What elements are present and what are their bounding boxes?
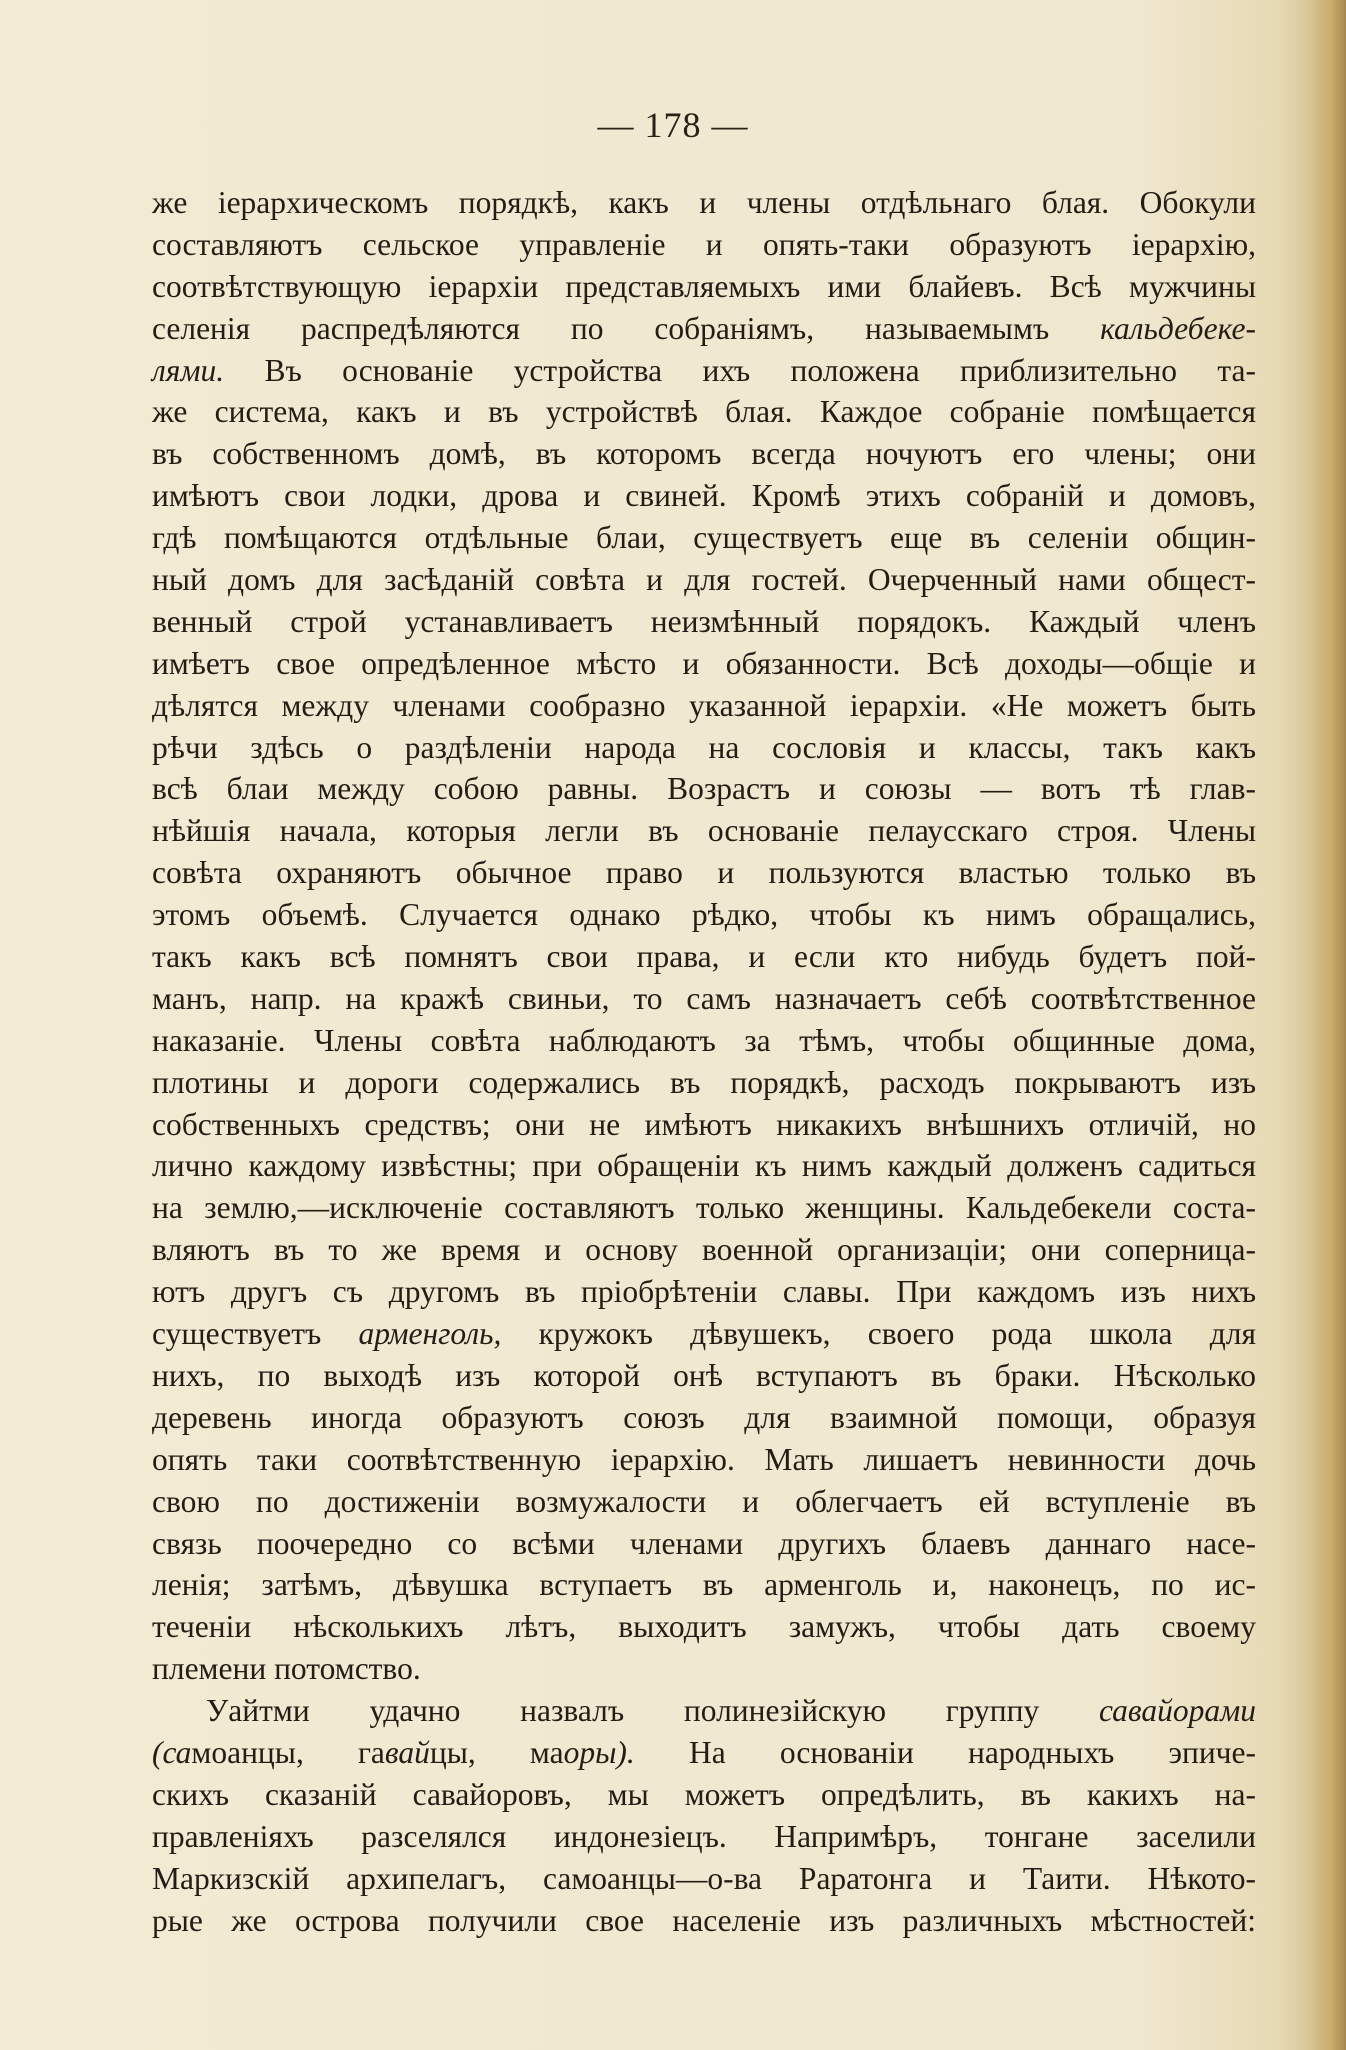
- text-line: [152, 768, 1256, 810]
- text-segment: въ собственномъ домѣ, въ которомъ всегда ночуютъ его члены; они: [152, 436, 1256, 472]
- text-segment: же іерархическомъ порядкѣ, какъ и члены отдѣльнаго блая. Обокули: [152, 185, 1256, 220]
- text-line: [152, 1229, 1256, 1271]
- text-line: [152, 1900, 1256, 1942]
- text-segment: на землю,—исключеніе составляютъ только женщины. Кальдебекели соста-: [152, 1190, 1256, 1226]
- text-line: [152, 266, 1256, 308]
- text-segment: совѣта охраняютъ обычное право и пользуются властью только въ: [152, 855, 1256, 891]
- text-segment: цы, ма: [429, 1734, 564, 1770]
- text-segment: Уайтми удачно назвалъ полинезійскую группу: [206, 1693, 1100, 1729]
- text-line: [152, 517, 1256, 559]
- text-line: [152, 810, 1256, 852]
- italic-term: савайорами: [1099, 1693, 1256, 1729]
- text-line: [152, 1439, 1256, 1481]
- text-segment: соотвѣтствующую іерархіи представляемыхъ ими блайевъ. Всѣ мужчины: [152, 268, 1256, 304]
- text-segment: плотины и дороги содержались въ порядкѣ, расходъ покрываютъ изъ: [152, 1064, 1256, 1100]
- text-line: [152, 1648, 1256, 1690]
- text-segment: такъ какъ всѣ помнятъ свои права, и если кто нибудь будетъ пой-: [152, 939, 1256, 975]
- text-segment: Въ основаніе устройства ихъ положена приблизительно та-: [224, 352, 1256, 388]
- text-segment: рѣчи здѣсь о раздѣленіи народа на сословія и классы, такъ какъ: [152, 729, 1256, 765]
- italic-term: (са: [152, 1734, 192, 1770]
- text-line: [152, 350, 1256, 392]
- text-segment: нихъ, по выходѣ изъ которой онѣ вступаютъ въ браки. Нѣсколько: [152, 1357, 1256, 1393]
- text-line: [152, 1858, 1256, 1900]
- text-segment: теченіи нѣсколькихъ лѣтъ, выходитъ замужъ, чтобы дать своему: [152, 1609, 1256, 1645]
- text-line: [152, 1271, 1256, 1313]
- text-line: [152, 1313, 1256, 1355]
- text-line: [152, 685, 1256, 727]
- text-line: [152, 391, 1256, 433]
- text-line: [152, 224, 1256, 266]
- italic-term: кальдебеке-: [1100, 310, 1256, 346]
- page-number: — 178 —: [597, 105, 749, 145]
- text-segment: нѣйшія начала, которыя легли въ основаніе пелаусскаго строя. Члены: [152, 813, 1256, 849]
- text-segment: деревень иногда образуютъ союзъ для взаимной помощи, образуя: [152, 1399, 1256, 1435]
- text-line: [152, 1732, 1256, 1774]
- text-line: [152, 1564, 1256, 1606]
- italic-term: лями.: [152, 352, 225, 388]
- text-segment: моанцы, га: [191, 1734, 385, 1770]
- text-segment: же система, какъ и въ устройствѣ блая. Каждое собраніе помѣщается: [152, 394, 1256, 430]
- text-segment: лично каждому извѣстны; при обращеніи къ нимъ каждый долженъ садиться: [152, 1148, 1256, 1184]
- text-line: [152, 1020, 1256, 1062]
- italic-term: оры).: [563, 1734, 635, 1770]
- text-segment: имѣютъ свои лодки, дрова и свиней. Кромѣ этихъ собраній и домовъ,: [152, 478, 1256, 514]
- text-segment: собственныхъ средствъ; они не имѣютъ никакихъ внѣшнихъ отличій, но: [152, 1106, 1256, 1142]
- text-line: [152, 1187, 1256, 1229]
- text-segment: гдѣ помѣщаются отдѣльные блаи, существуетъ еще въ селеніи общин-: [152, 520, 1256, 556]
- text-line: [152, 643, 1256, 685]
- text-segment: ный домъ для засѣданій совѣта и для гостей. Очерченный нами общест-: [152, 562, 1256, 598]
- text-line: [152, 1816, 1256, 1858]
- text-segment: связь поочередно со всѣми членами другихъ блаевъ даннаго насе-: [152, 1525, 1256, 1561]
- text-line: [152, 308, 1256, 350]
- text-line: [152, 601, 1256, 643]
- text-segment: селенія распредѣляются по собраніямъ, называемымъ: [152, 310, 1101, 346]
- text-segment: существуетъ: [152, 1316, 359, 1352]
- text-segment: скихъ сказаній савайоровъ, мы можетъ опредѣлить, въ какихъ на-: [152, 1776, 1256, 1812]
- page-spine-shadow: [1308, 0, 1346, 2050]
- text-segment: кружокъ дѣвушекъ, своего рода школа для: [501, 1316, 1256, 1352]
- text-segment: рые же острова получили свое населеніе изъ различныхъ мѣстностей:: [152, 1902, 1256, 1938]
- text-segment: этомъ объемѣ. Случается однако рѣдко, чтобы къ нимъ обращались,: [152, 897, 1256, 933]
- text-line: [152, 559, 1256, 601]
- text-segment: ленія; затѣмъ, дѣвушка вступаетъ въ арменголь и, наконецъ, по ис-: [152, 1567, 1256, 1603]
- text-line: [152, 1523, 1256, 1565]
- text-line: [152, 978, 1256, 1020]
- text-segment: правленіяхъ разселялся индонезіецъ. Напримѣръ, тонгане заселили: [152, 1818, 1256, 1854]
- text-segment: Маркизскій архипелагъ, самоанцы—о-ва Раратонга и Таити. Нѣкото-: [152, 1860, 1256, 1896]
- text-line: [152, 852, 1256, 894]
- text-line: [152, 475, 1256, 517]
- text-line: [152, 1062, 1256, 1104]
- text-line: [152, 1355, 1256, 1397]
- text-segment: ютъ другъ съ другомъ въ пріобрѣтеніи славы. При каждомъ изъ нихъ: [152, 1274, 1256, 1310]
- text-segment: вляютъ въ то же время и основу военной организаціи; они соперница-: [152, 1232, 1256, 1268]
- text-line: [152, 936, 1256, 978]
- text-segment: наказаніе. Члены совѣта наблюдаютъ за тѣмъ, чтобы общинные дома,: [152, 1022, 1256, 1058]
- text-line: [152, 1606, 1256, 1648]
- text-line: [152, 894, 1256, 936]
- text-line: [152, 727, 1256, 769]
- text-segment: На основаніи народныхъ эпиче-: [634, 1734, 1256, 1770]
- text-line: [152, 1481, 1256, 1523]
- text-segment: племени потомство.: [152, 1651, 421, 1687]
- text-line: [152, 1397, 1256, 1439]
- text-segment: опять таки соотвѣтственную іерархію. Мать лишаетъ невинности дочь: [152, 1441, 1256, 1477]
- italic-term: арменголь,: [358, 1316, 502, 1352]
- text-segment: манъ, напр. на кражѣ свиньи, то самъ назначаетъ себѣ соотвѣтственное: [152, 980, 1256, 1016]
- italic-term: вай: [384, 1734, 430, 1770]
- text-segment: венный строй устанавливаетъ неизмѣнный порядокъ. Каждый членъ: [152, 603, 1256, 639]
- text-line: [152, 1774, 1256, 1816]
- text-segment: дѣлятся между членами сообразно указанной іерархіи. «Не можетъ быть: [152, 687, 1256, 723]
- text-line: [152, 1690, 1256, 1732]
- text-line: [152, 182, 1256, 224]
- text-segment: имѣетъ свое опредѣленное мѣсто и обязанности. Всѣ доходы—общіе и: [152, 645, 1256, 681]
- text-line: [152, 433, 1256, 475]
- text-line: [152, 1145, 1256, 1187]
- text-line: [152, 1104, 1256, 1146]
- text-segment: составляютъ сельское управленіе и опять-таки образуютъ іерархію,: [152, 226, 1256, 262]
- text-segment: свою по достиженіи возмужалости и облегчаетъ ей вступленіе въ: [152, 1483, 1256, 1519]
- body-text: [152, 182, 1256, 1941]
- text-segment: всѣ блаи между собою равны. Возрастъ и союзы — вотъ тѣ глав-: [152, 771, 1256, 807]
